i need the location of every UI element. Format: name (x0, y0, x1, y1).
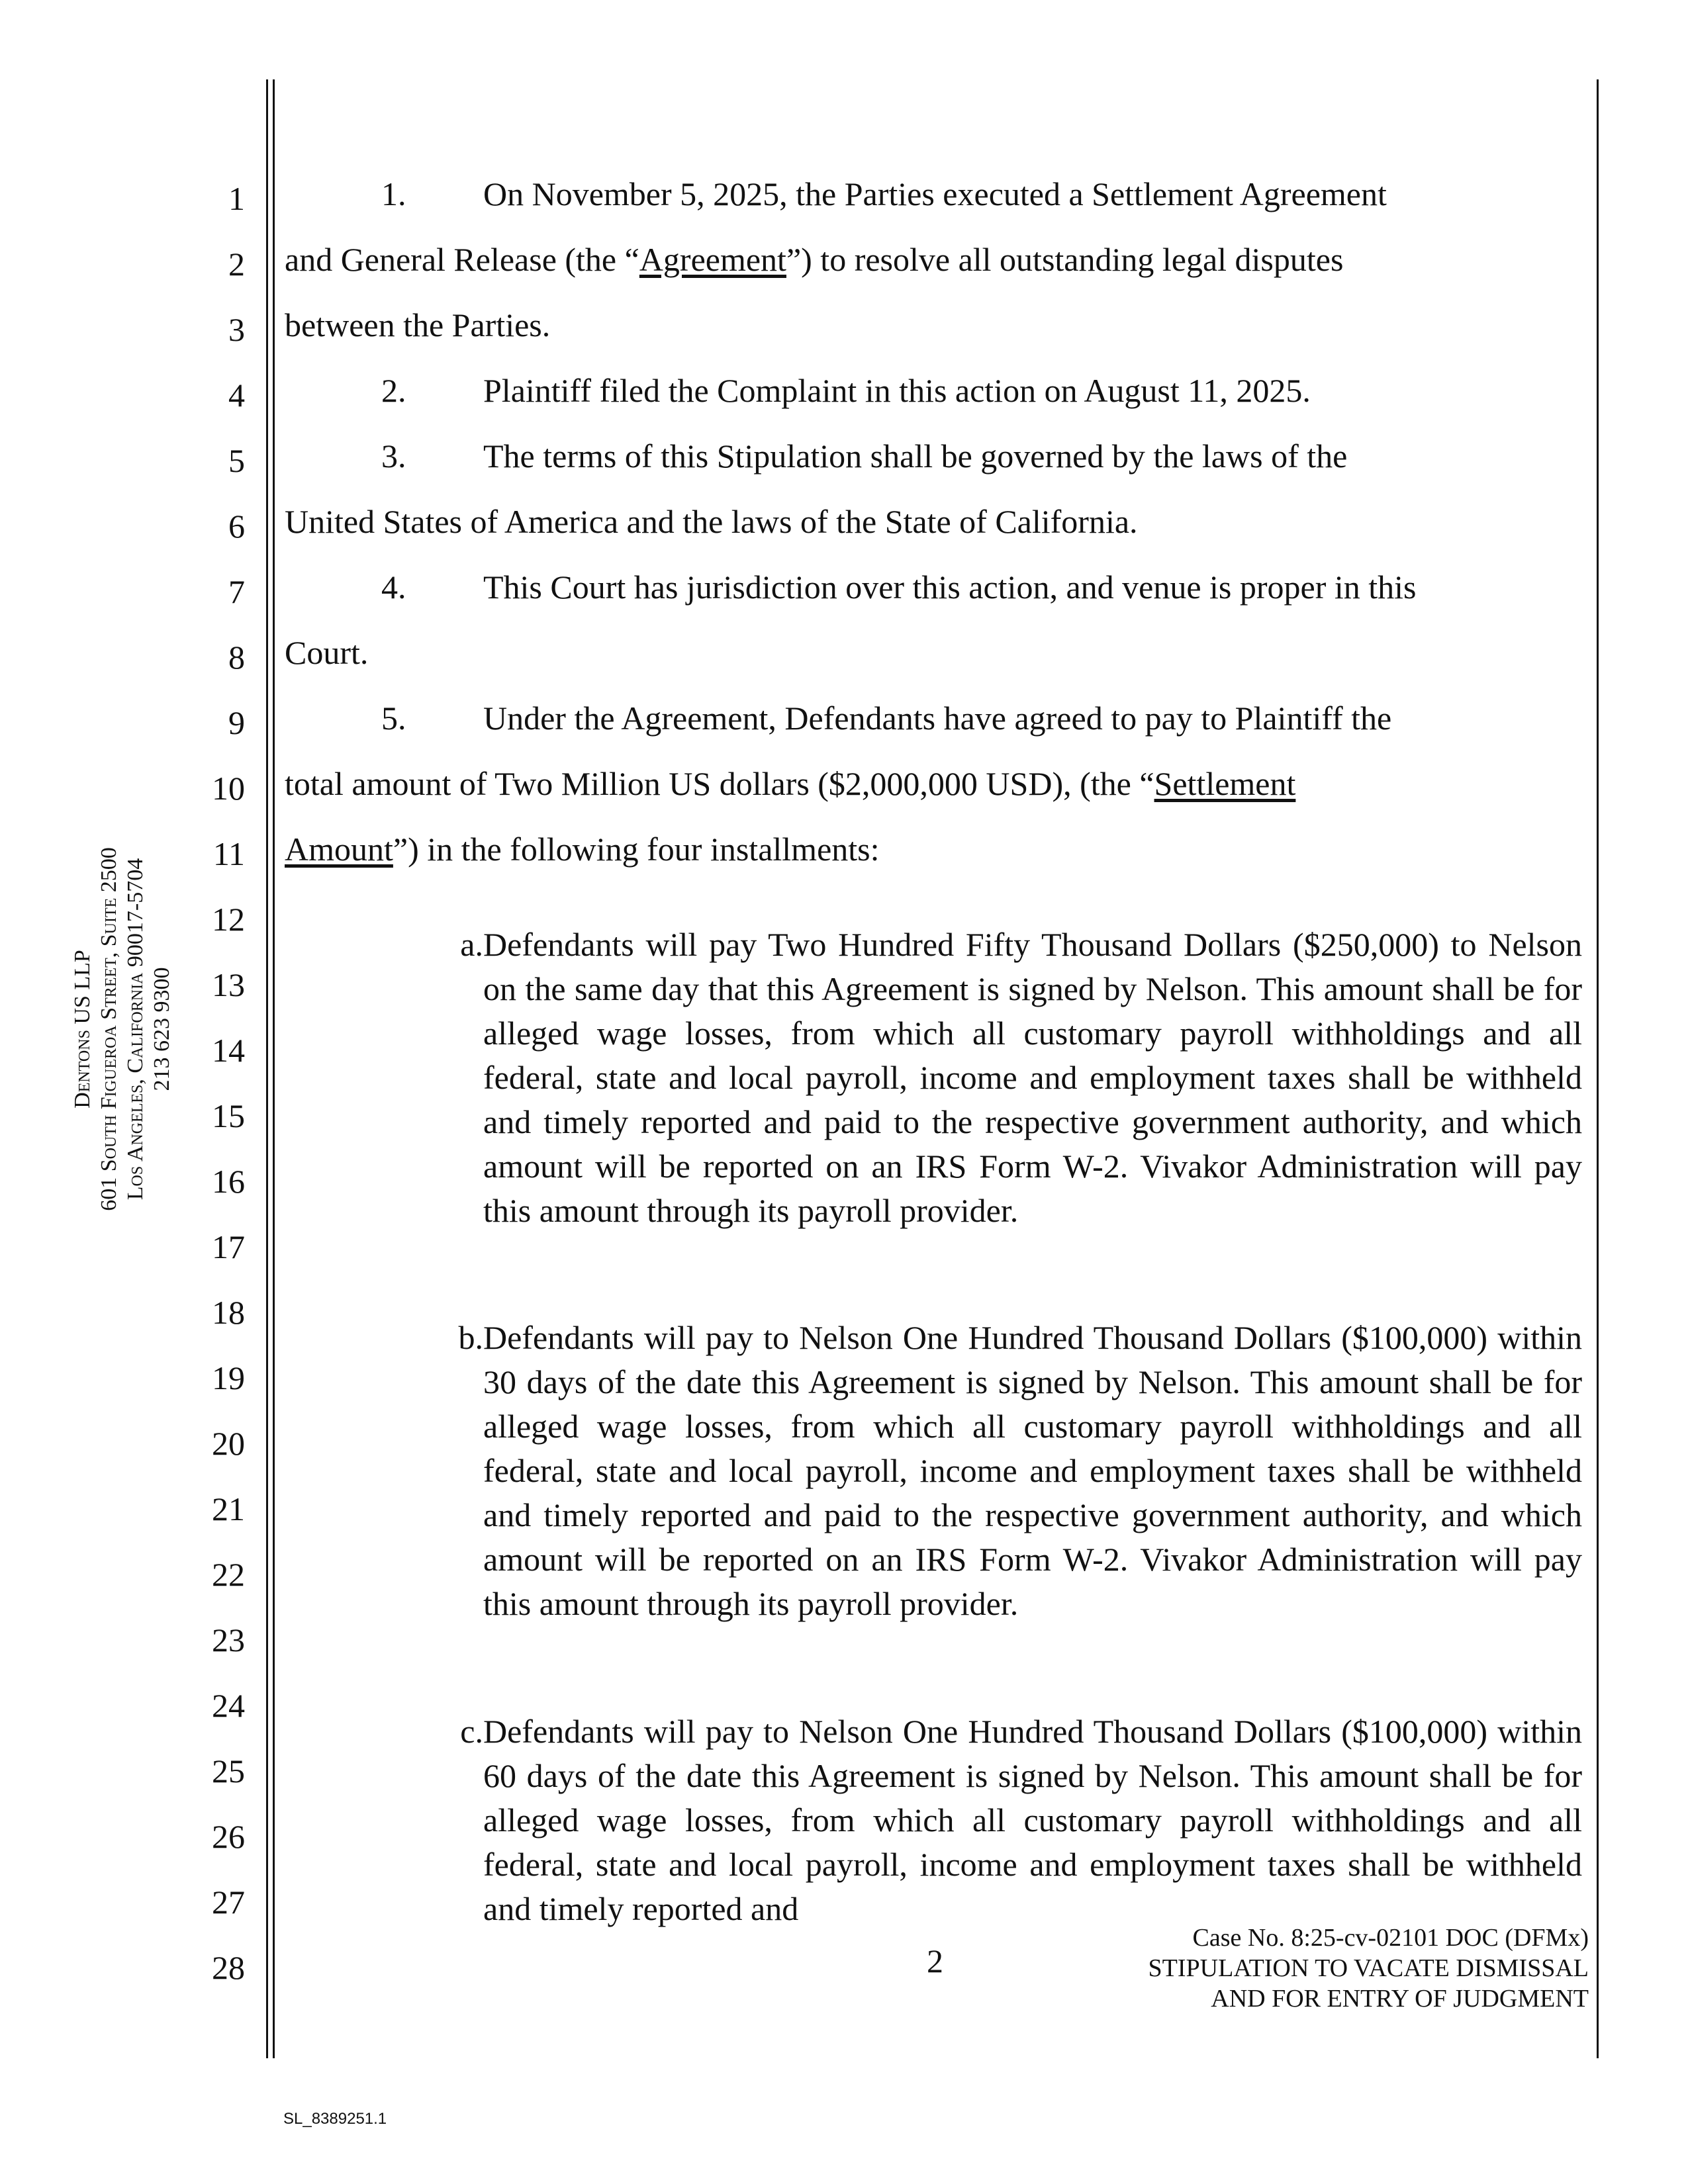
paragraph-4-line-1: This Court has jurisdiction over this action, and venue is proper in this (483, 569, 1417, 606)
case-caption-footer (1149, 1923, 1589, 2014)
paragraph-1-line-3: between the Parties. (285, 306, 551, 343)
installment-label: c. (460, 1713, 483, 1750)
paragraph-number: 2. (381, 372, 406, 409)
paragraph-number: 1. (381, 175, 406, 212)
paragraph-5-line-3: Amount”) in the following four installments: (285, 831, 880, 868)
paragraph-1-line-2: and General Release (the “Agreement”) to resolve all outstanding legal disputes (285, 241, 1344, 278)
paragraph-2-line-1: Plaintiff filed the Complaint in this action on August 11, 2025. (483, 372, 1311, 409)
line-number: 7 (228, 573, 245, 610)
paragraph-number: 5. (381, 700, 406, 737)
case-number: Case No. 8:25-cv-02101 DOC (DFMx) (1192, 1924, 1589, 1952)
defined-term-agreement: Agreement (639, 241, 786, 278)
line-number: 23 (212, 1621, 245, 1659)
defined-term-amount: Amount (285, 831, 393, 868)
line-number: 28 (212, 1949, 245, 1986)
line-number: 2 (228, 246, 245, 283)
paragraph-number: 4. (381, 569, 406, 606)
page-number: 2 (927, 1942, 943, 1979)
paragraph-3-line-1: The terms of this Stipulation shall be governed by the laws of the (483, 437, 1348, 475)
line-number: 27 (212, 1884, 245, 1921)
paragraph-3-line-2: United States of America and the laws of the State of California. (285, 503, 1138, 540)
line-number: 10 (212, 770, 245, 807)
line-number: 13 (212, 966, 245, 1003)
line-number: 19 (212, 1359, 245, 1396)
document-title-line-1: STIPULATION TO VACATE DISMISSAL (1148, 1954, 1589, 1982)
defined-term-settlement: Settlement (1154, 765, 1296, 802)
installment-label: a. (460, 926, 483, 963)
line-number: 21 (212, 1490, 245, 1527)
line-number: 15 (212, 1097, 245, 1134)
installment-text: Defendants will pay to Nelson One Hundred Thousand Dollars ($100,000) within 30 days of the date this Agreement is signed by Nelson. This amount shall be for alleged wage losses, from which all customary payroll withholdings and all federal, state and local payroll, income and employment taxes shall be withheld and timely reported and paid to the respective government authority, and which amount will be reported on an IRS Form W-2. Vivakor Administration will pay this amount through its payroll provider. (483, 1319, 1582, 1622)
line-number: 18 (212, 1294, 245, 1331)
line-number: 5 (228, 442, 245, 479)
line-number: 24 (212, 1687, 245, 1724)
line-number: 11 (212, 835, 245, 872)
line-number: 14 (212, 1032, 245, 1069)
paragraph-4-line-2: Court. (285, 634, 369, 671)
paragraph-5-line-2: total amount of Two Million US dollars ($2,000,000 USD), (the “Settlement (285, 765, 1296, 802)
line-number: 20 (212, 1425, 245, 1462)
line-number: 1 (228, 180, 245, 217)
firm-address-line2: Los Angeles, California 90017-5704 (123, 858, 148, 1201)
right-margin-rule (1597, 79, 1599, 2058)
firm-address-block (70, 824, 453, 1234)
installment-text: Defendants will pay to Nelson One Hundred Thousand Dollars ($100,000) within 60 days of the date this Agreement is signed by Nelson. This amount shall be for alleged wage losses, from which all customary payroll withholdings and all federal, state and local payroll, income and employment taxes shall be withheld and timely reported and (483, 1713, 1582, 1927)
firm-name: Dentons US LLP (70, 950, 95, 1109)
line-number: 17 (212, 1228, 245, 1265)
paragraph-number: 3. (381, 437, 406, 475)
installment-text: Defendants will pay Two Hundred Fifty Thousand Dollars ($250,000) to Nelson on the same day that this Agreement is signed by Nelson. This amount shall be for alleged wage losses, from which all customary payroll withholdings and all federal, state and local payroll, income and employment taxes shall be withheld and timely reported and paid to the respective government authority, and which amount will be reported on an IRS Form W-2. Vivakor Administration will pay this amount through its payroll provider. (483, 926, 1582, 1229)
line-number: 12 (212, 901, 245, 938)
line-number: 9 (228, 704, 245, 741)
line-number: 4 (228, 377, 245, 414)
document-title-line-2: AND FOR ENTRY OF JUDGMENT (1211, 1985, 1589, 2013)
line-number: 6 (228, 508, 245, 545)
firm-phone: 213 623 9300 (150, 967, 174, 1091)
paragraph-1-line-1: On November 5, 2025, the Parties executed a Settlement Agreement (483, 175, 1387, 212)
firm-address-line1: 601 South Figueroa Street, Suite 2500 (97, 847, 121, 1211)
line-number: 8 (228, 639, 245, 676)
line-number: 22 (212, 1556, 245, 1593)
line-number: 26 (212, 1818, 245, 1855)
document-id: SL_8389251.1 (283, 2110, 387, 2128)
installment-label: b. (458, 1319, 483, 1356)
line-number: 25 (212, 1752, 245, 1790)
paragraph-5-line-1: Under the Agreement, Defendants have agreed to pay to Plaintiff the (483, 700, 1392, 737)
line-number: 3 (228, 311, 245, 348)
line-number: 16 (212, 1163, 245, 1200)
